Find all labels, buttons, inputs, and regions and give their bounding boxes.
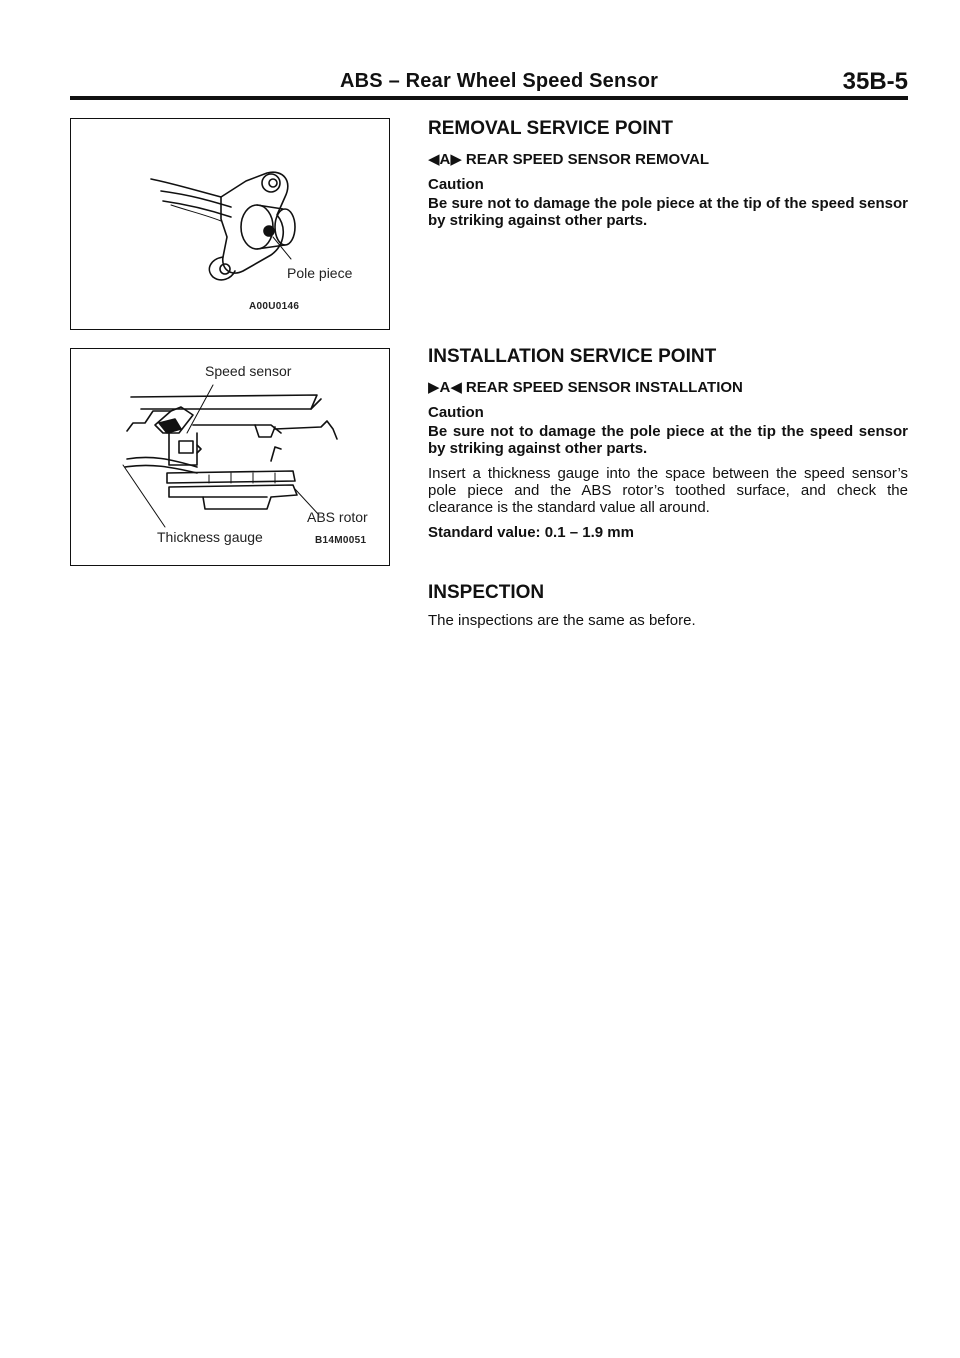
thickness-gauge-label: Thickness gauge <box>157 529 263 545</box>
figure-pole-piece <box>70 118 390 330</box>
removal-marker: ◀A▶ <box>428 151 462 168</box>
installation-subtitle-text: REAR SPEED SENSOR INSTALLATION <box>465 378 743 396</box>
installation-title: INSTALLATION SERVICE POINT <box>428 346 717 367</box>
speed-sensor-label: Speed sensor <box>205 363 292 379</box>
figure-thickness-gauge <box>70 348 390 566</box>
removal-caution-text: Be sure not to damage the pole piece at the tip of the speed sensor by striking against other parts. <box>428 195 908 229</box>
installation-marker: ▶A◀ <box>428 379 462 396</box>
header-rule <box>70 96 908 100</box>
pole-piece-label: Pole piece <box>287 265 353 281</box>
figure-code: A00U0146 <box>249 301 300 312</box>
installation-caution-text: Be sure not to damage the pole piece at the tip the speed sensor by striking against other parts. <box>428 423 908 457</box>
figure-code: B14M0051 <box>315 535 367 546</box>
pole-piece-illustration <box>71 119 389 329</box>
installation-body: Insert a thickness gauge into the space between the speed sensor’s pole piece and the ABS rotor’s toothed surface, and check the clearance is the standard value all around. <box>428 465 908 516</box>
standard-value: Standard value: 0.1 – 1.9 mm <box>428 524 634 541</box>
removal-caution-label: Caution <box>428 176 484 193</box>
inspection-body: The inspections are the same as before. <box>428 612 696 629</box>
installation-subtitle <box>428 378 908 396</box>
inspection-title: INSPECTION <box>428 582 545 603</box>
page-header <box>70 70 908 96</box>
inspection-section <box>428 582 908 629</box>
installation-section <box>428 346 908 541</box>
page-number: 35B-5 <box>842 68 908 95</box>
removal-title: REMOVAL SERVICE POINT <box>428 118 673 139</box>
removal-subtitle-text: REAR SPEED SENSOR REMOVAL <box>465 150 709 168</box>
installation-caution-label: Caution <box>428 404 484 421</box>
abs-rotor-label: ABS rotor <box>307 509 368 525</box>
removal-subtitle <box>428 150 908 168</box>
page-title: ABS – Rear Wheel Speed Sensor <box>340 70 659 92</box>
removal-section <box>428 118 908 229</box>
